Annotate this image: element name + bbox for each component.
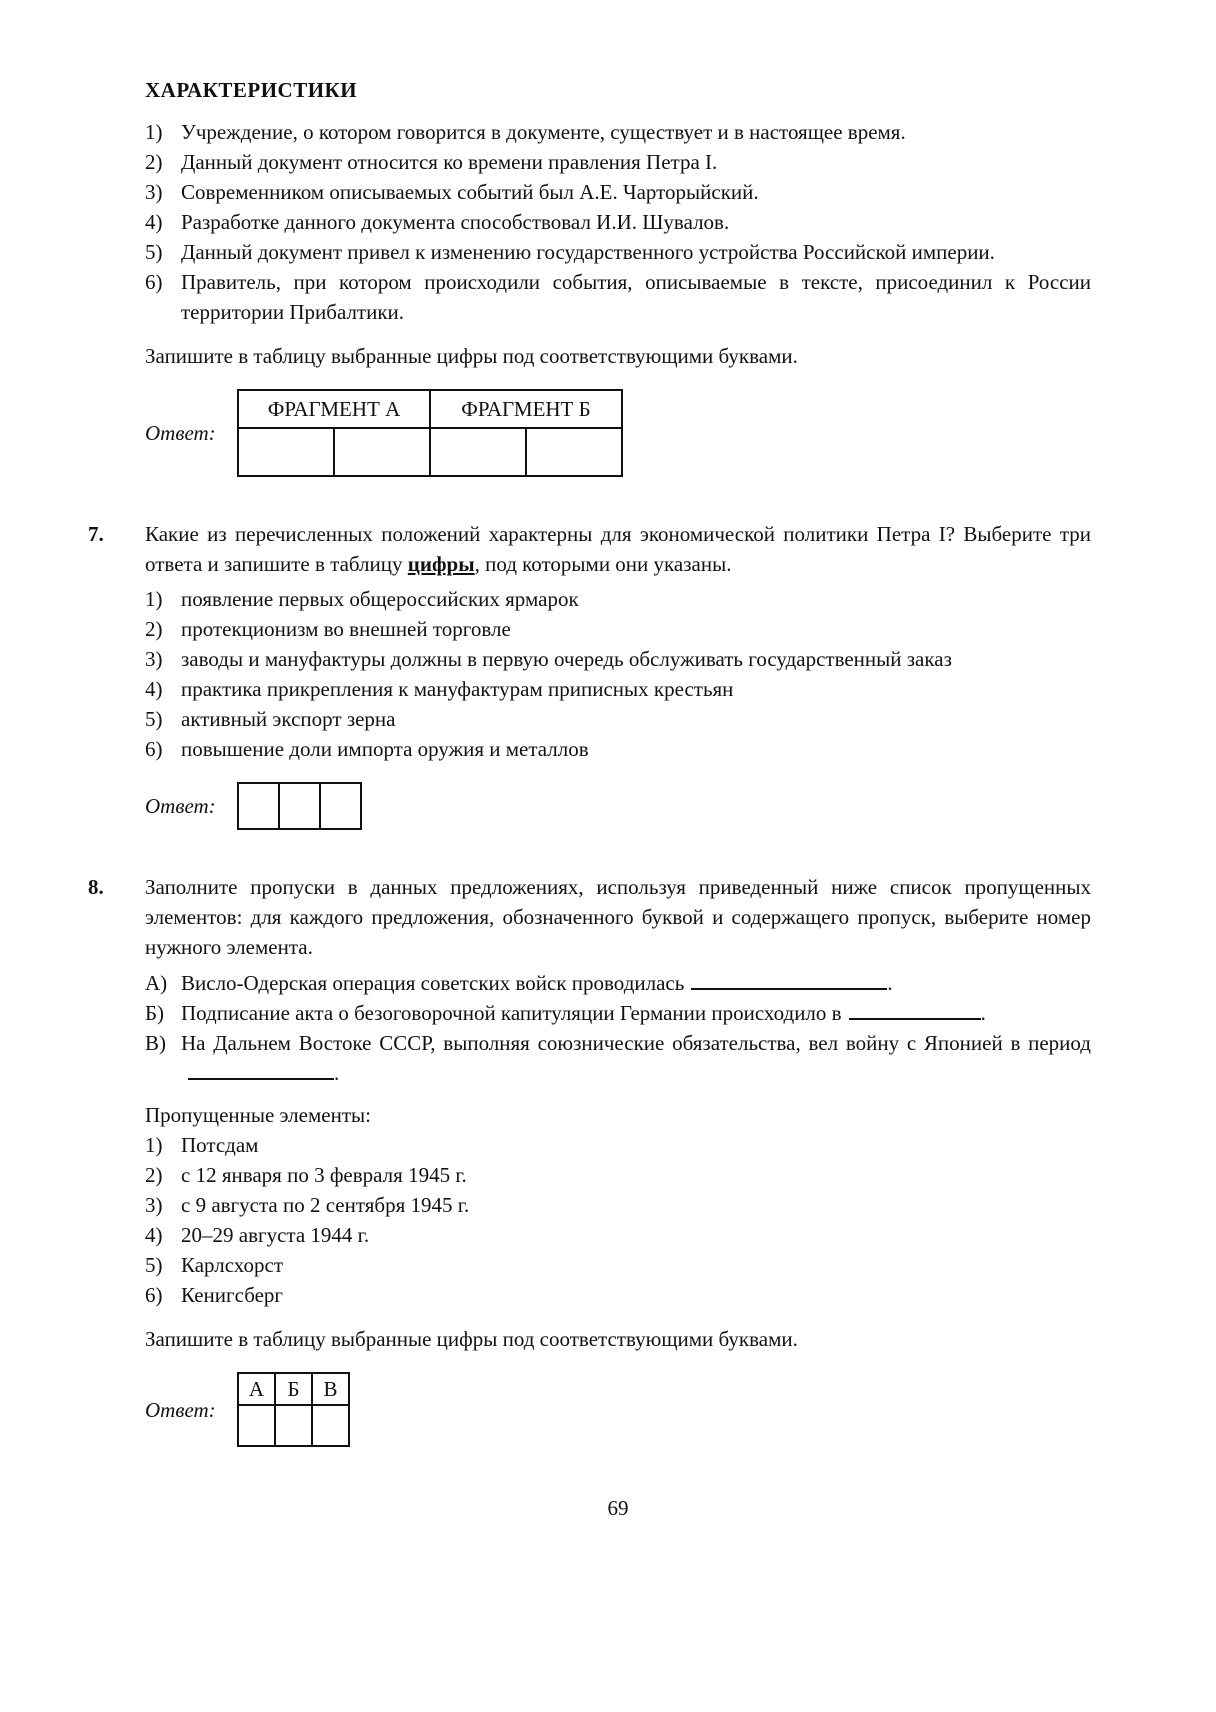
- question-8: [88, 872, 1091, 1447]
- answer-cell: [320, 783, 361, 829]
- option-1: [145, 584, 1091, 614]
- element-1: [145, 1130, 1091, 1160]
- answer-cell: [238, 1405, 275, 1446]
- answer-area-q8: [145, 1372, 1091, 1447]
- characteristic-item-3: [145, 177, 1091, 207]
- answer-cell: [526, 428, 622, 476]
- element-text: с 9 августа по 2 сентября 1945 г.: [181, 1193, 470, 1217]
- answer-cell: [430, 428, 526, 476]
- option-number: 6): [145, 737, 163, 761]
- sentence-letter: Б): [145, 1001, 165, 1025]
- answer-cell: [312, 1405, 349, 1446]
- characteristic-item-1: [145, 117, 1091, 147]
- sentence-period: .: [334, 1061, 340, 1085]
- instruction-text: Запишите в таблицу выбранные цифры под соответствующими буквами.: [145, 344, 798, 368]
- elements-list: [145, 1130, 1091, 1310]
- answer-blank-a: [691, 970, 887, 990]
- item-number: 3): [145, 180, 163, 204]
- item-text: Данный документ относится ко времени правления Петра I.: [181, 150, 718, 174]
- element-number: 3): [145, 1193, 163, 1217]
- table-header-a: А: [238, 1373, 275, 1405]
- characteristic-item-2: [145, 147, 1091, 177]
- element-number: 4): [145, 1223, 163, 1247]
- answer-cell: [238, 783, 279, 829]
- sentence-v: [145, 1028, 1091, 1088]
- element-text: Потсдам: [181, 1133, 259, 1157]
- characteristic-item-4: [145, 207, 1091, 237]
- element-text: 20–29 августа 1944 г.: [181, 1223, 370, 1247]
- element-number: 5): [145, 1253, 163, 1277]
- question-number: 7.: [88, 522, 104, 546]
- item-number: 1): [145, 120, 163, 144]
- element-3: [145, 1190, 1091, 1220]
- sentence-text: Подписание акта о безоговорочной капитуляции Германии происходило в: [181, 1001, 842, 1025]
- option-text: практика прикрепления к мануфактурам приписных крестьян: [181, 677, 734, 701]
- element-number: 6): [145, 1283, 163, 1307]
- section-title: ХАРАКТЕРИСТИКИ: [145, 78, 358, 102]
- option-text: протекционизм во внешней торговле: [181, 617, 511, 641]
- answer-area-fragments: [145, 389, 1091, 477]
- option-number: 3): [145, 647, 163, 671]
- element-text: Карлсхорст: [181, 1253, 283, 1277]
- option-number: 2): [145, 617, 163, 641]
- page-number: 69: [607, 1496, 629, 1520]
- answer-cell: [334, 428, 430, 476]
- sentence-text: Висло-Одерская операция советских войск проводилась: [181, 971, 685, 995]
- question-7: [88, 519, 1091, 830]
- item-number: 4): [145, 210, 163, 234]
- sentence-text: На Дальнем Востоке СССР, выполняя союзнические обязательства, вел войну с Японией в период: [181, 1031, 1091, 1055]
- option-text: повышение доли импорта оружия и металлов: [181, 737, 589, 761]
- item-text: Современником описываемых событий был А.Е. Чарторыйский.: [181, 180, 759, 204]
- sentence-period: .: [980, 1001, 986, 1025]
- answer-cell: [275, 1405, 312, 1446]
- question-stem: [145, 519, 1091, 579]
- option-text: заводы и мануфактуры должны в первую очередь обслуживать государственный заказ: [181, 647, 952, 671]
- characteristic-item-6: [145, 267, 1091, 327]
- answer-blank-b: [849, 1000, 981, 1020]
- item-text: Правитель, при котором происходили события, описываемые в тексте, присоединил к России территории Прибалтики.: [181, 270, 1091, 324]
- options-list: [145, 584, 1091, 764]
- element-text: с 12 января по 3 февраля 1945 г.: [181, 1163, 467, 1187]
- item-text: Учреждение, о котором говорится в документе, существует и в настоящее время.: [181, 120, 906, 144]
- sentence-period: .: [887, 971, 893, 995]
- characteristics-section: [145, 75, 1091, 477]
- option-2: [145, 614, 1091, 644]
- element-number: 2): [145, 1163, 163, 1187]
- option-text: активный экспорт зерна: [181, 707, 396, 731]
- option-number: 5): [145, 707, 163, 731]
- element-number: 1): [145, 1133, 163, 1157]
- table-header-fragment-a: ФРАГМЕНТ А: [238, 390, 430, 428]
- stem-text: , под которыми они указаны.: [474, 552, 732, 576]
- table-header-fragment-b: ФРАГМЕНТ Б: [430, 390, 622, 428]
- option-number: 4): [145, 677, 163, 701]
- table-header-v: В: [312, 1373, 349, 1405]
- element-6: [145, 1280, 1091, 1310]
- page-content: [88, 75, 1091, 1523]
- option-4: [145, 674, 1091, 704]
- sentence-letter: В): [145, 1031, 166, 1055]
- element-2: [145, 1160, 1091, 1190]
- question-number: 8.: [88, 875, 104, 899]
- answer-table-fragments: [237, 389, 623, 477]
- answer-cell: [279, 783, 320, 829]
- item-number: 2): [145, 150, 163, 174]
- option-6: [145, 734, 1091, 764]
- answer-table-q8: [237, 1372, 350, 1447]
- stem-emphasis: цифры: [407, 552, 475, 576]
- answer-table-q7: [237, 782, 362, 830]
- element-text: Кенигсберг: [181, 1283, 284, 1307]
- characteristic-item-5: [145, 237, 1091, 267]
- instruction-text: Запишите в таблицу выбранные цифры под соответствующими буквами.: [145, 1327, 798, 1351]
- answer-area-q7: [145, 782, 1091, 830]
- item-text: Разработке данного документа способствовал И.И. Шувалов.: [181, 210, 730, 234]
- item-number: 5): [145, 240, 163, 264]
- option-3: [145, 644, 1091, 674]
- answer-blank-v: [188, 1060, 334, 1080]
- sentence-letter: А): [145, 971, 168, 995]
- question-stem: Заполните пропуски в данных предложениях, используя приведенный ниже список пропущенных элементов: для каждого предложения, обозначенного буквой и содержащего пропуск, выберите номер нужного элемента.: [145, 875, 1091, 959]
- element-5: [145, 1250, 1091, 1280]
- item-text: Данный документ привел к изменению государственного устройства Российской империи.: [181, 240, 995, 264]
- stem-text: Какие из перечисленных положений характерны для экономической политики Петра I? Выберите три ответа и запишите в таблицу: [145, 522, 1091, 576]
- table-header-b: Б: [275, 1373, 312, 1405]
- answer-label: Ответ:: [145, 421, 216, 445]
- sentences-list: [145, 968, 1091, 1088]
- option-text: появление первых общероссийских ярмарок: [181, 587, 579, 611]
- sentence-a: [145, 968, 1091, 998]
- sentence-b: [145, 998, 1091, 1028]
- elements-label: Пропущенные элементы:: [145, 1103, 371, 1127]
- answer-label: Ответ:: [145, 1397, 216, 1422]
- item-number: 6): [145, 270, 163, 294]
- element-4: [145, 1220, 1091, 1250]
- answer-label: Ответ:: [145, 794, 216, 818]
- answer-cell: [238, 428, 334, 476]
- option-number: 1): [145, 587, 163, 611]
- option-5: [145, 704, 1091, 734]
